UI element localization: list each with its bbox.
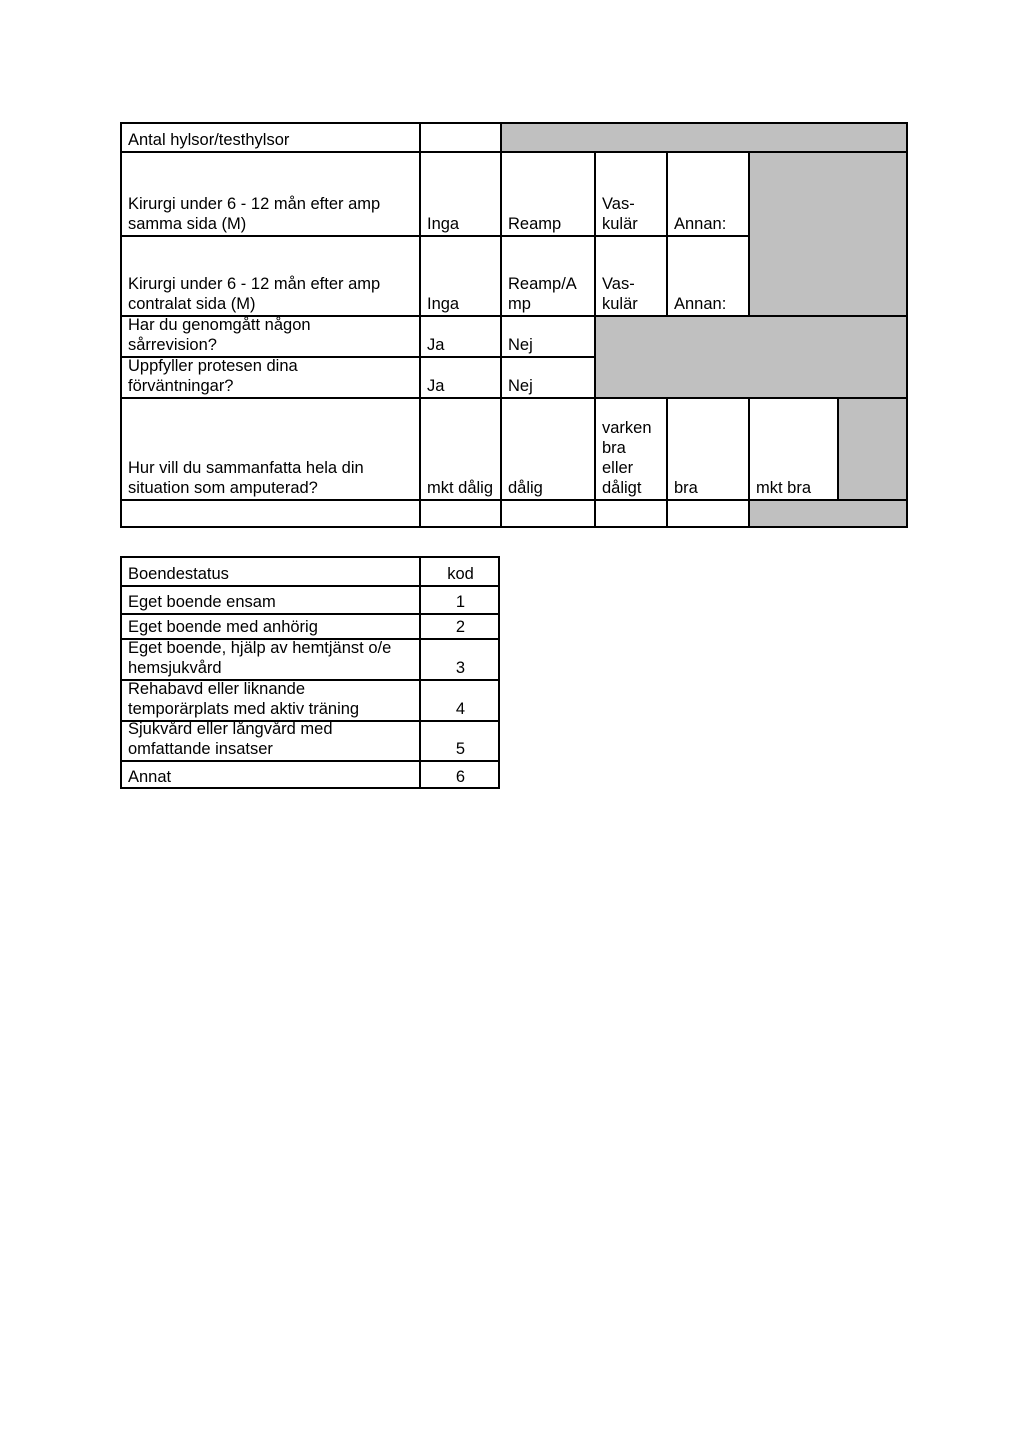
option-label: Nej bbox=[508, 377, 533, 395]
kirurgi-contralat-option-inga[interactable] bbox=[419, 235, 500, 315]
sarrevision-label-cell bbox=[120, 315, 419, 356]
boende-header-label: Boendestatus bbox=[128, 565, 229, 583]
option-label: Reamp/A mp bbox=[508, 275, 577, 313]
sarrevision-label: Har du genomgått någon sårrevision? bbox=[128, 316, 311, 354]
forvantningar-label-cell bbox=[120, 356, 419, 397]
table-border-bottom bbox=[120, 526, 908, 528]
shaded-cell bbox=[748, 151, 908, 315]
boende-row-code: 3 bbox=[455, 659, 466, 677]
boende-row-label: Eget boende ensam bbox=[128, 593, 276, 611]
table-row bbox=[120, 585, 419, 613]
boende-header-code: kod bbox=[447, 565, 474, 583]
option-label: Nej bbox=[508, 336, 533, 354]
forvantningar-option-ja[interactable] bbox=[419, 356, 500, 397]
kirurgi-samma-option-inga[interactable] bbox=[419, 151, 500, 235]
option-label: dålig bbox=[508, 479, 543, 497]
kirurgi-contralat-option-reamp-amp[interactable] bbox=[500, 235, 594, 315]
empty-cell[interactable] bbox=[666, 499, 748, 527]
table-row bbox=[120, 613, 419, 638]
table-row bbox=[120, 638, 419, 679]
table-row-code bbox=[419, 720, 500, 760]
option-label: Ja bbox=[427, 336, 445, 354]
kirurgi-samma-label: Kirurgi under 6 - 12 mån efter amp samma sida (M) bbox=[128, 195, 381, 233]
table-row-code bbox=[419, 679, 500, 720]
boende-row-label: Eget boende med anhörig bbox=[128, 618, 318, 636]
option-label: Ja bbox=[427, 377, 445, 395]
empty-cell[interactable] bbox=[120, 499, 419, 527]
sarrevision-option-nej[interactable] bbox=[500, 315, 594, 356]
option-label: varken bra eller dåligt bbox=[602, 419, 652, 497]
boende-header-code-cell bbox=[419, 556, 500, 585]
option-label: mkt bra bbox=[756, 479, 812, 497]
table-row-code bbox=[419, 613, 500, 638]
option-label: Annan: bbox=[674, 295, 727, 313]
table-row bbox=[120, 720, 419, 760]
kirurgi-contralat-option-vaskular[interactable] bbox=[594, 235, 666, 315]
option-label: Annan: bbox=[674, 215, 727, 233]
sarrevision-option-ja[interactable] bbox=[419, 315, 500, 356]
shaded-cell bbox=[748, 499, 908, 527]
sammanfatta-option-mkt-dalig[interactable] bbox=[419, 397, 500, 499]
empty-cell[interactable] bbox=[500, 499, 594, 527]
hylsor-answer-cell[interactable] bbox=[419, 122, 500, 151]
option-label: bra bbox=[674, 479, 698, 497]
boende-border-right bbox=[498, 556, 500, 789]
boende-row-label: Rehabavd eller liknande temporärplats med aktiv träning bbox=[128, 680, 360, 718]
table-row bbox=[120, 679, 419, 720]
forvantningar-option-nej[interactable] bbox=[500, 356, 594, 397]
sammanfatta-option-varken[interactable] bbox=[594, 397, 666, 499]
option-label: Reamp bbox=[508, 215, 562, 233]
table-border-right bbox=[906, 122, 908, 528]
kirurgi-samma-option-annan[interactable] bbox=[666, 151, 748, 235]
hylsor-label-cell bbox=[120, 122, 419, 151]
shaded-cell bbox=[837, 397, 908, 499]
option-label: mkt dålig bbox=[427, 479, 494, 497]
boende-row-code: 1 bbox=[455, 593, 466, 611]
kirurgi-contralat-label-cell bbox=[120, 235, 419, 315]
sammanfatta-option-mkt-bra[interactable] bbox=[748, 397, 837, 499]
kirurgi-samma-option-reamp[interactable] bbox=[500, 151, 594, 235]
sammanfatta-label: Hur vill du sammanfatta hela din situation som amputerad? bbox=[128, 459, 364, 497]
boende-row-label: Sjukvård eller långvård med omfattande insatser bbox=[128, 720, 333, 758]
sammanfatta-label-cell bbox=[120, 397, 419, 499]
kirurgi-contralat-option-annan[interactable] bbox=[666, 235, 748, 315]
table-row bbox=[120, 760, 419, 788]
table-row-code bbox=[419, 585, 500, 613]
boende-row-code: 6 bbox=[455, 768, 466, 786]
forvantningar-label: Uppfyller protesen dina förväntningar? bbox=[128, 357, 298, 395]
table-row-code bbox=[419, 760, 500, 788]
kirurgi-contralat-label: Kirurgi under 6 - 12 mån efter amp contralat sida (M) bbox=[128, 275, 381, 313]
empty-cell[interactable] bbox=[419, 499, 500, 527]
hylsor-label: Antal hylsor/testhylsor bbox=[128, 131, 290, 149]
boende-border-bottom bbox=[120, 787, 500, 789]
boende-row-code: 2 bbox=[455, 618, 466, 636]
boende-row-code: 5 bbox=[455, 740, 466, 758]
boende-row-label: Eget boende, hjälp av hemtjänst o/e hemsjukvård bbox=[128, 639, 392, 677]
kirurgi-samma-option-vaskular[interactable] bbox=[594, 151, 666, 235]
boende-header-label-cell bbox=[120, 556, 419, 585]
option-label: Inga bbox=[427, 215, 460, 233]
sammanfatta-option-dalig[interactable] bbox=[500, 397, 594, 499]
kirurgi-samma-label-cell bbox=[120, 151, 419, 235]
boende-row-code: 4 bbox=[455, 700, 466, 718]
shaded-cell bbox=[594, 315, 908, 397]
option-label: Inga bbox=[427, 295, 460, 313]
boende-row-label: Annat bbox=[128, 768, 172, 786]
empty-cell[interactable] bbox=[594, 499, 666, 527]
option-label: Vas- kulär bbox=[602, 195, 638, 233]
option-label: Vas- kulär bbox=[602, 275, 638, 313]
shaded-cell bbox=[500, 122, 908, 151]
table-row-code bbox=[419, 638, 500, 679]
sammanfatta-option-bra[interactable] bbox=[666, 397, 748, 499]
